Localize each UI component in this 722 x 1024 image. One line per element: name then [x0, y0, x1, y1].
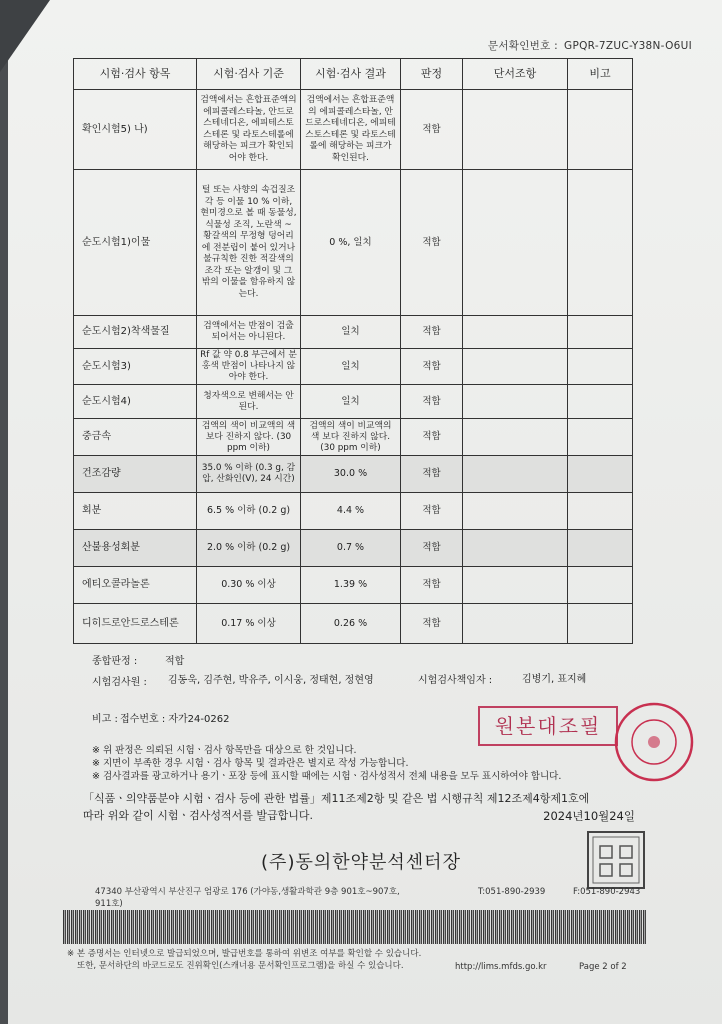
row-item: 디히드로안드로스테론	[74, 604, 197, 644]
row-result: 일치	[301, 349, 401, 385]
address-line-1: 47340 부산광역시 부산진구 엄광로 176 (가야동,생활과학관 9층 901호~907호,	[95, 887, 400, 897]
telephone: T:051-890-2939	[478, 887, 546, 897]
note-line: ※ 위 판정은 의뢰된 시험ㆍ검사 항목만을 대상으로 한 것입니다.	[92, 745, 357, 756]
row-judgment: 적합	[401, 316, 463, 349]
row-standard: 검액에서는 반점이 검출되어서는 아니된다.	[197, 316, 301, 349]
square-official-seal	[586, 830, 646, 890]
overall-judgment-value: 적합	[165, 656, 185, 667]
row-result: 1.39 %	[301, 567, 401, 604]
footer-line-1: ※ 본 증명서는 인터넷으로 발급되었으며, 발급번호를 통하여 위변조 여부를 확인할 수 있습니다.	[67, 949, 422, 959]
row-remarks	[568, 419, 633, 456]
table-row	[74, 567, 633, 604]
row-proviso	[463, 456, 568, 493]
table-row	[74, 349, 633, 385]
table-row	[74, 385, 633, 419]
row-remarks	[568, 456, 633, 493]
row-remarks	[568, 316, 633, 349]
row-judgment: 적합	[401, 493, 463, 530]
red-circular-seal	[612, 700, 696, 784]
row-item: 건조감량	[74, 456, 197, 493]
inspectors-label: 시험검사원 :	[92, 677, 147, 688]
row-standard: 6.5 % 이하 (0.2 g)	[197, 493, 301, 530]
row-result: 검액의 색이 비교액의 색 보다 진하지 않다. (30 ppm 이하)	[301, 419, 401, 456]
row-standard: 털 또는 사향의 속겁질조각 등 이물 10 % 이하, 현미경으로 볼 때 동물성, 식물성 조직, 노란색 ~ 황갈색의 무정형 덩어리에 전분립이 붙어 있거나 불규칙한 진한 적갈색의 조각 또는 알갱이 및 그 밖의 이물을 함유하지 않는다.	[197, 170, 301, 316]
original-verified-stamp: 원본대조필	[478, 706, 618, 746]
row-item: 중금속	[74, 419, 197, 456]
row-judgment: 적합	[401, 170, 463, 316]
inspectors-value: 김동욱, 김주현, 박유주, 이시웅, 정태현, 정현영	[168, 675, 374, 686]
row-item: 에티오콜라놀론	[74, 567, 197, 604]
row-standard: 청자색으로 변해서는 안된다.	[197, 385, 301, 419]
row-proviso	[463, 349, 568, 385]
row-result: 4.4 %	[301, 493, 401, 530]
table-row	[74, 530, 633, 567]
header-result: 시험·검사 결과	[301, 59, 401, 90]
document-number	[482, 38, 692, 53]
row-proviso	[463, 385, 568, 419]
test-results-table	[73, 58, 633, 644]
row-proviso	[463, 316, 568, 349]
barcode-strip	[63, 910, 646, 944]
table-row	[74, 456, 633, 493]
row-remarks	[568, 567, 633, 604]
row-judgment: 적합	[401, 530, 463, 567]
row-remarks	[568, 604, 633, 644]
header-proviso: 단서조항	[463, 59, 568, 90]
note-line: ※ 검사결과를 광고하거나 용기ㆍ포장 등에 표시할 때에는 시험ㆍ검사성적서 전체 내용을 모두 표시하여야 합니다.	[92, 771, 562, 782]
row-proviso	[463, 170, 568, 316]
legal-statement	[83, 790, 643, 824]
folded-corner	[0, 0, 50, 72]
remark-value: 접수번호 : 자가24-0262	[120, 714, 230, 725]
header-standard: 시험·검사 기준	[197, 59, 301, 90]
row-remarks	[568, 385, 633, 419]
row-remarks	[568, 90, 633, 170]
website-url: http://lims.mfds.go.kr	[455, 962, 547, 972]
overall-judgment-label: 종합판정 :	[92, 656, 138, 667]
row-proviso	[463, 493, 568, 530]
row-proviso	[463, 530, 568, 567]
row-result: 일치	[301, 316, 401, 349]
table-row	[74, 170, 633, 316]
row-proviso	[463, 604, 568, 644]
row-result: 0.26 %	[301, 604, 401, 644]
row-proviso	[463, 567, 568, 604]
row-judgment: 적합	[401, 385, 463, 419]
footer	[67, 948, 647, 972]
row-result: 30.0 %	[301, 456, 401, 493]
row-proviso	[463, 419, 568, 456]
row-result: 0.7 %	[301, 530, 401, 567]
table-row	[74, 90, 633, 170]
row-item: 산불용성회분	[74, 530, 197, 567]
manager-label: 시험검사책임자 :	[418, 675, 493, 686]
document-number-label: 문서확인번호 :	[487, 40, 559, 52]
page-number: Page 2 of 2	[579, 962, 627, 972]
footer-line-2: 또한, 문서하단의 바코드로도 진위확인(스캐너용 문서확인프로그램)을 하실 수 있습니다.	[77, 961, 404, 971]
row-standard: 2.0 % 이하 (0.2 g)	[197, 530, 301, 567]
note-line: ※ 지면이 부족한 경우 시험ㆍ검사 항목 및 결과란은 별지로 작성 가능합니다.	[92, 758, 409, 769]
row-result: 0 %, 일치	[301, 170, 401, 316]
fax: F:051-890-2943	[573, 887, 641, 897]
notes	[92, 744, 561, 783]
row-proviso	[463, 90, 568, 170]
row-standard: 0.17 % 이상	[197, 604, 301, 644]
header-test-item: 시험·검사 항목	[74, 59, 197, 90]
row-remarks	[568, 493, 633, 530]
row-result: 일치	[301, 385, 401, 419]
issuer-name: (주)동의한약분석센터장	[261, 852, 461, 873]
header-judgment: 판정	[401, 59, 463, 90]
table-row	[74, 604, 633, 644]
row-remarks	[568, 530, 633, 567]
document-number-value: GPQR-7ZUC-Y38N-O6UI	[564, 40, 692, 52]
legal-text-line-1: 「식품ㆍ의약품분야 시험ㆍ검사 등에 관한 법률」제11조제2항 및 같은 법 시행규칙 제12조제4항제1호에	[83, 792, 590, 805]
table-row	[74, 419, 633, 456]
row-item: 순도시험2)착색물질	[74, 316, 197, 349]
header-remarks: 비고	[568, 59, 633, 90]
row-item: 확인시험5) 나)	[74, 90, 197, 170]
row-judgment: 적합	[401, 419, 463, 456]
table-header-row	[74, 59, 633, 90]
row-result: 검액에서는 흔합표준액의 에피콜레스타놀, 안드로스테네디온, 에피테스토스테론 및 라토스테롤에 해당하는 피크가 확인된다.	[301, 90, 401, 170]
row-judgment: 적합	[401, 567, 463, 604]
row-item: 순도시험3)	[74, 349, 197, 385]
row-standard: Rf 값 약 0.8 부근에서 분홍색 반점이 나타나지 않아야 한다.	[197, 349, 301, 385]
row-judgment: 적합	[401, 456, 463, 493]
address-block	[95, 886, 655, 910]
row-remarks	[568, 170, 633, 316]
row-judgment: 적합	[401, 90, 463, 170]
row-item: 회분	[74, 493, 197, 530]
row-standard: 검액에서는 흔합표준액의 에피콜레스타놀, 안드로스테네디온, 에피테스토스테론 및 라토스테롤에 해당하는 피크가 확인되어야 한다.	[197, 90, 301, 170]
table-row	[74, 493, 633, 530]
issue-date: 2024년10월24일	[543, 809, 635, 823]
row-judgment: 적합	[401, 604, 463, 644]
row-remarks	[568, 349, 633, 385]
legal-text-line-2: 따라 위와 같이 시험ㆍ검사성적서를 발급합니다.	[83, 809, 314, 822]
row-item: 순도시험1)이물	[74, 170, 197, 316]
row-standard: 검액의 색이 비교액의 색 보다 진하지 않다. (30 ppm 이하)	[197, 419, 301, 456]
row-standard: 35.0 % 이하 (0.3 g, 감압, 산화인(V), 24 시간)	[197, 456, 301, 493]
row-standard: 0.30 % 이상	[197, 567, 301, 604]
remark-label: 비고 :	[92, 714, 118, 725]
address-line-2: 911호)	[95, 899, 123, 909]
row-judgment: 적합	[401, 349, 463, 385]
table-row	[74, 316, 633, 349]
row-item: 순도시험4)	[74, 385, 197, 419]
manager-value: 김병기, 표지혜	[522, 674, 587, 685]
